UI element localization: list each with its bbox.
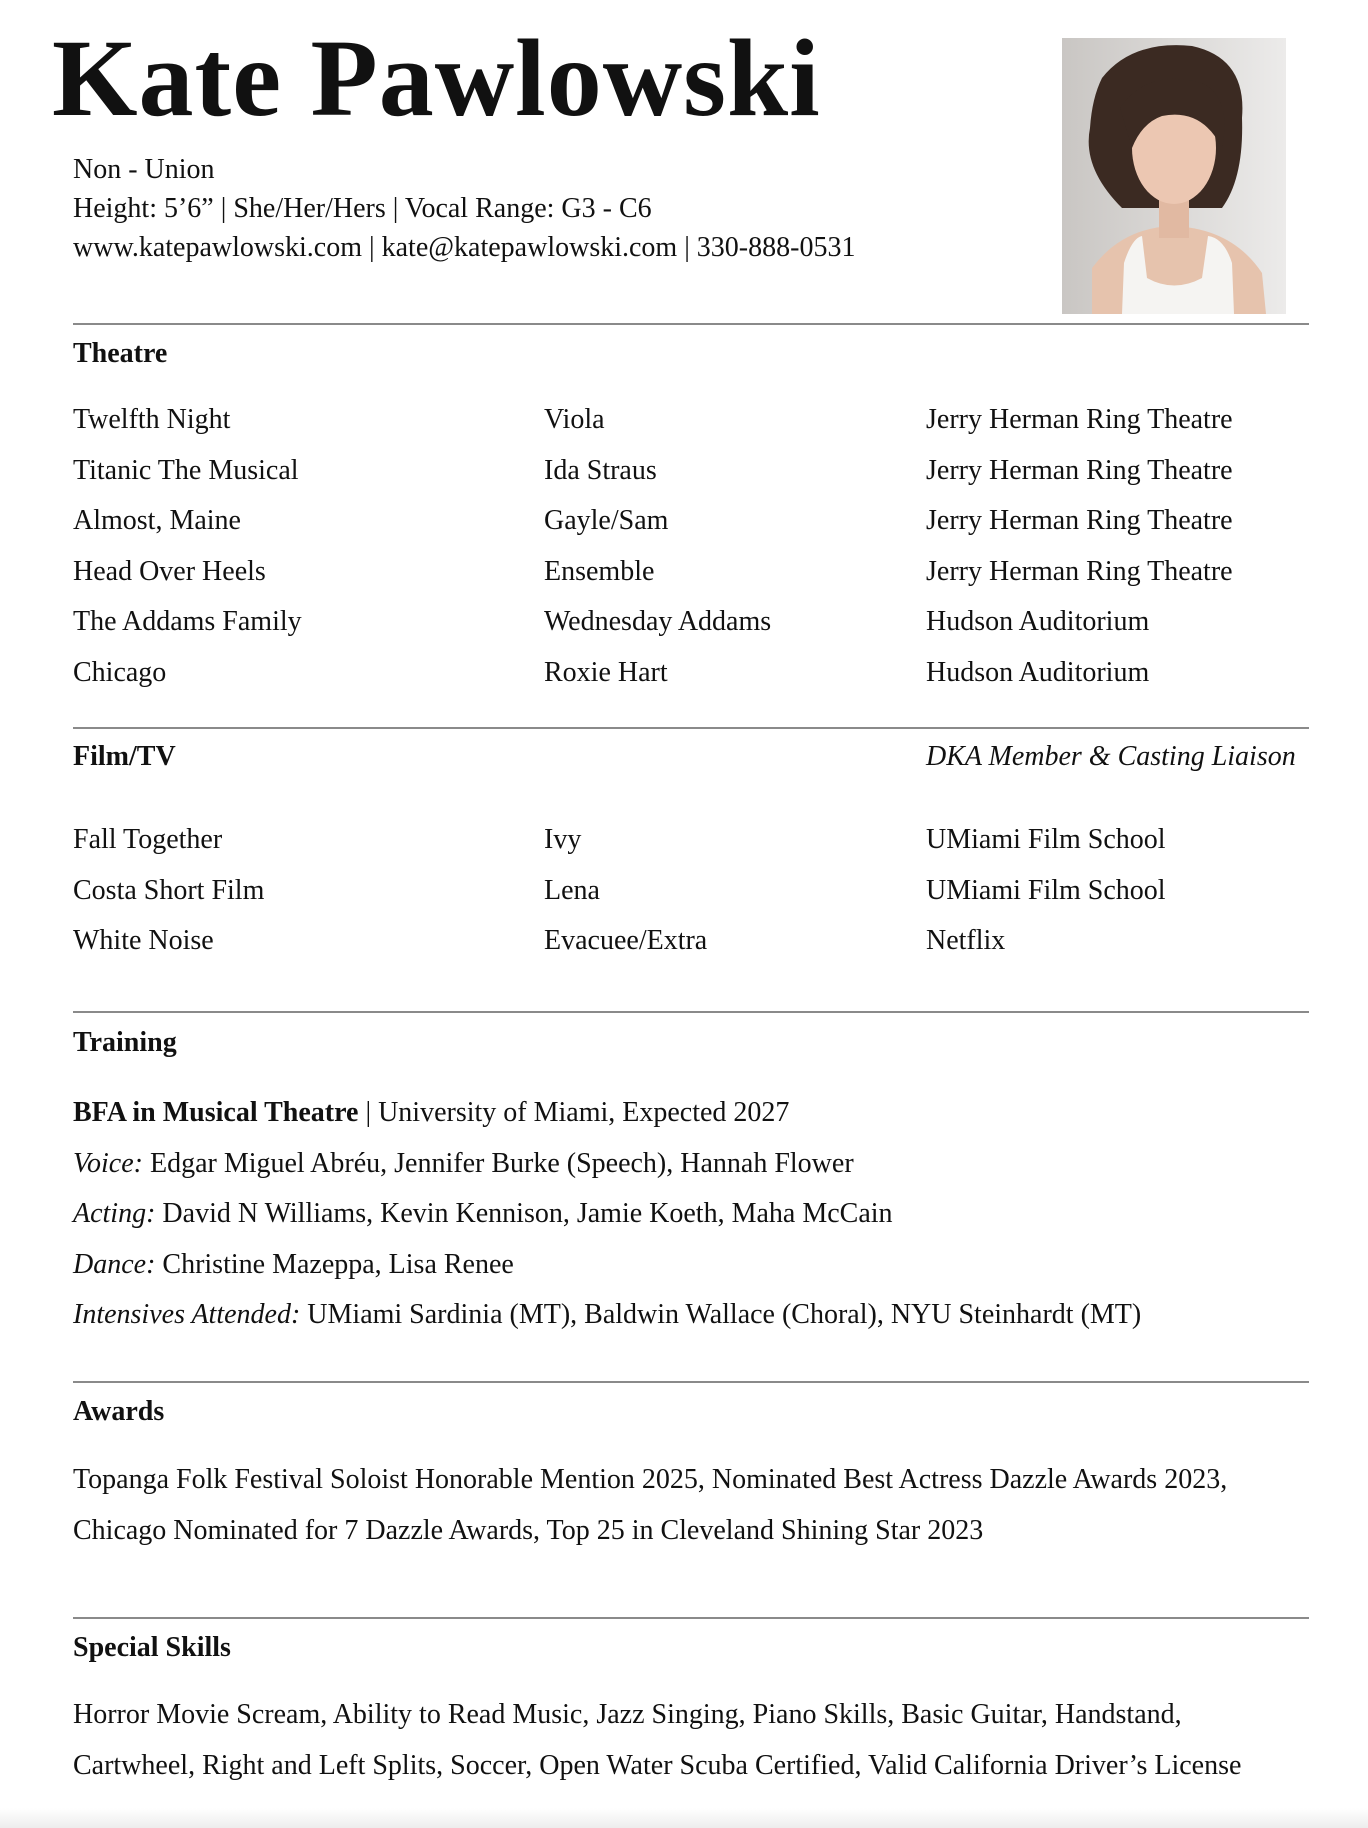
skills-line: Cartwheel, Right and Left Splits, Soccer, Open Water Scuba Certified, Valid California Driver’s License [73, 1749, 1242, 1781]
credit-venue: Hudson Auditorium [926, 606, 1150, 637]
union-status: Non - Union [73, 154, 215, 185]
credit-row [73, 404, 1309, 455]
degree-detail: | University of Miami, Expected 2027 [358, 1097, 790, 1128]
intensives-label: Intensives Attended: [73, 1299, 301, 1330]
film-note: DKA Member & Casting Liaison [926, 741, 1296, 772]
credit-venue: UMiami Film School [926, 824, 1166, 855]
divider [73, 1617, 1309, 1619]
credit-show: Chicago [73, 656, 167, 688]
contact-block [73, 150, 855, 267]
credit-row [73, 925, 1309, 976]
credit-row [73, 606, 1309, 657]
credit-venue: Hudson Auditorium [926, 656, 1150, 688]
physical-stats: Height: 5’6” | She/Her/Hers | Vocal Range: G3 - C6 [73, 193, 652, 224]
awards-line: Chicago Nominated for 7 Dazzle Awards, Top 25 in Cleveland Shining Star 2023 [73, 1514, 984, 1546]
film-tv-heading: Film/TV [73, 741, 176, 772]
intensives-line [73, 1290, 1141, 1341]
divider [73, 727, 1309, 729]
credit-venue: Jerry Herman Ring Theatre [926, 505, 1233, 536]
skills-text [73, 1690, 1318, 1791]
credit-show: Head Over Heels [73, 555, 266, 587]
resume-name: Kate Pawlowski [52, 17, 821, 139]
credit-show: Fall Together [73, 824, 223, 855]
credit-role: Ida Straus [544, 454, 657, 486]
theatre-heading: Theatre [73, 338, 168, 369]
special-skills-heading: Special Skills [73, 1632, 231, 1663]
acting-teachers: David N Williams, Kevin Kennison, Jamie Koeth, Maha McCain [155, 1198, 893, 1229]
degree-line [73, 1088, 1141, 1139]
degree-title: BFA in Musical Theatre [73, 1097, 359, 1128]
credit-role: Wednesday Addams [544, 606, 772, 637]
credit-role: Lena [544, 874, 600, 906]
voice-label: Voice: [73, 1147, 143, 1179]
credit-row [73, 875, 1309, 926]
credit-role: Evacuee/Extra [544, 925, 708, 956]
dance-line [73, 1240, 1141, 1291]
divider [73, 323, 1309, 325]
credit-show: Twelfth Night [73, 404, 231, 435]
credit-show: Titanic The Musical [73, 454, 299, 486]
credit-role: Gayle/Sam [544, 505, 669, 536]
contact-line: www.katepawlowski.com | kate@katepawlowski.com | 330-888-0531 [73, 232, 856, 263]
credit-row [73, 455, 1309, 506]
credit-venue: Jerry Herman Ring Theatre [926, 404, 1233, 435]
credit-row [73, 824, 1309, 875]
awards-text [73, 1455, 1318, 1556]
credit-venue: Netflix [926, 925, 1006, 956]
credit-role: Ensemble [544, 555, 655, 587]
awards-line: Topanga Folk Festival Soloist Honorable Mention 2025, Nominated Best Actress Dazzle Awards 2023, [73, 1464, 1228, 1495]
credit-show: The Addams Family [73, 606, 302, 637]
credit-role: Viola [544, 404, 605, 435]
credit-show: Almost, Maine [73, 505, 241, 536]
credit-role: Ivy [544, 824, 582, 855]
dance-teachers: Christine Mazeppa, Lisa Renee [155, 1248, 514, 1280]
dance-label: Dance: [73, 1248, 156, 1280]
credit-row [73, 657, 1309, 708]
acting-line [73, 1189, 1141, 1240]
credit-venue: UMiami Film School [926, 874, 1166, 906]
theatre-credits [73, 404, 1309, 707]
divider [73, 1011, 1309, 1013]
credit-venue: Jerry Herman Ring Theatre [926, 555, 1233, 587]
credit-venue: Jerry Herman Ring Theatre [926, 454, 1233, 486]
credit-role: Roxie Hart [544, 656, 668, 688]
acting-label: Acting: [73, 1198, 156, 1229]
voice-line [73, 1139, 1141, 1190]
credit-row [73, 505, 1309, 556]
headshot-illustration [1062, 38, 1286, 314]
training-block [73, 1088, 1141, 1341]
headshot-photo [1062, 38, 1286, 314]
awards-heading: Awards [73, 1396, 165, 1427]
credit-show: White Noise [73, 925, 214, 956]
voice-teachers: Edgar Miguel Abréu, Jennifer Burke (Speech), Hannah Flower [142, 1147, 854, 1179]
skills-line: Horror Movie Scream, Ability to Read Music, Jazz Singing, Piano Skills, Basic Guitar, Handstand, [73, 1699, 1182, 1730]
page-bottom-shadow [0, 1808, 1368, 1828]
divider [73, 1381, 1309, 1383]
credit-row [73, 556, 1309, 607]
film-credits [73, 824, 1309, 976]
intensives-list: UMiami Sardinia (MT), Baldwin Wallace (Choral), NYU Steinhardt (MT) [300, 1299, 1142, 1330]
credit-show: Costa Short Film [73, 874, 265, 906]
training-heading: Training [73, 1027, 177, 1058]
